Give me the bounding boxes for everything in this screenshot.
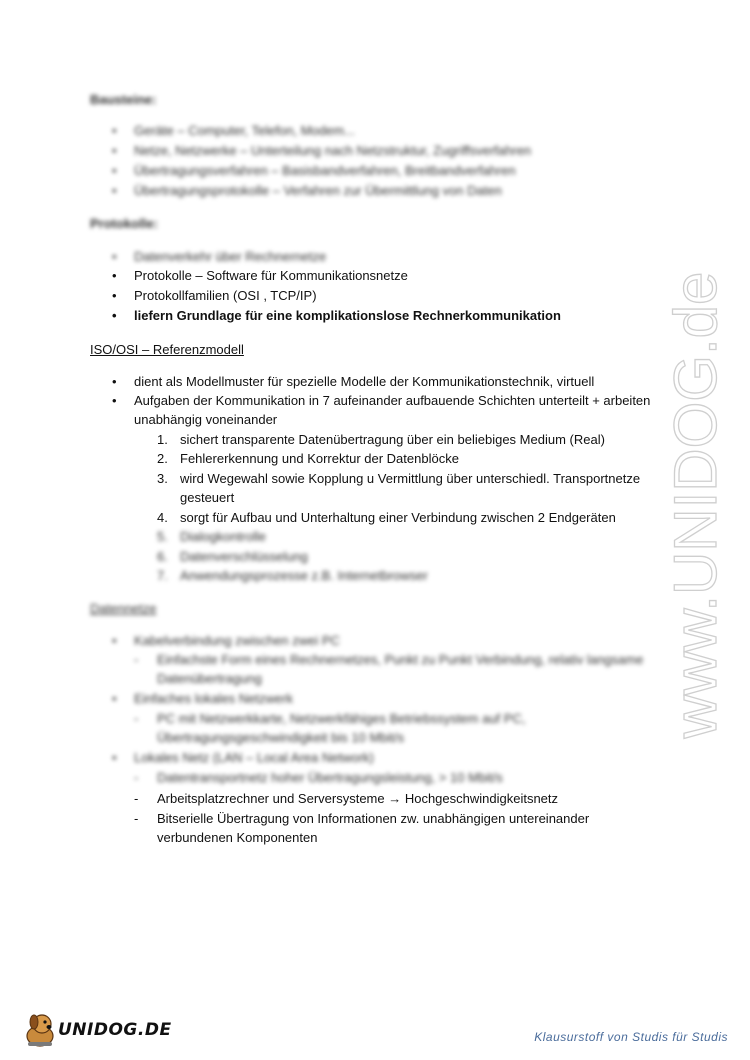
list-item: • Netze, Netzwerke – Unterteilung nach Netzstruktur, Zugriffsverfahren (134, 142, 531, 160)
layer-number: 2. (157, 451, 168, 466)
sub-item-continuation: verbundenen Komponenten (157, 830, 318, 845)
section-heading-iso-osi: ISO/OSI – Referenzmodell (90, 342, 244, 357)
layer-number: 7. (157, 568, 168, 583)
list-item: • Lokales Netz (LAN – Local Area Network) (134, 749, 374, 767)
layer-number: 5. (157, 529, 168, 544)
layer-text-continuation: gesteuert (180, 490, 235, 505)
list-item: • Geräte – Computer, Telefon, Modem... (134, 122, 355, 140)
list-item: • Übertragungsprotokolle – Verfahren zur Übermittlung von Daten (134, 182, 502, 200)
layer-text: sichert transparente Datenübertragung über ein beliebiges Medium (Real) (180, 432, 605, 447)
section-heading-datennetze: Datennetze (90, 601, 157, 616)
sub-item: Datentransportnetz hoher Übertragungsleistung, > 10 Mbit/s (157, 770, 503, 785)
layer-number: 3. (157, 471, 168, 486)
list-item: • Einfaches lokales Netzwerk (134, 690, 293, 708)
sub-item-continuation: Übertragungsgeschwindigkeit bis 10 Mbit/s (157, 730, 405, 745)
logo-text: UNIDOG.DE (58, 1020, 172, 1040)
sub-item: Bitserielle Übertragung von Informationen zw. unabhängigen untereinander (157, 811, 590, 826)
dash-marker: - (134, 711, 139, 726)
section-heading-protokolle: Protokolle: (90, 216, 158, 231)
sub-item: PC mit Netzwerkkarte, Netzwerkfähiges Betriebssystem auf PC, (157, 711, 526, 726)
dash-marker: - (134, 811, 139, 826)
layer-text: Fehlererkennung und Korrektur der Datenblöcke (180, 451, 459, 466)
sub-item-continuation: Datenübertragung (157, 671, 262, 686)
sub-item: Arbeitsplatzrechner und Serversysteme → Hochgeschwindigkeitsnetz (157, 791, 559, 806)
layer-text: Dialogkontrolle (180, 529, 266, 544)
dash-marker: - (134, 652, 139, 667)
list-item: • liefern Grundlage für eine komplikationslose Rechnerkommunikation (134, 307, 561, 325)
sub-item: Einfachste Form eines Rechnernetzes, Punkt zu Punkt Verbindung, relativ langsame (157, 652, 644, 667)
watermark-text: www.UNIDOG.de (661, 271, 729, 739)
layer-number: 4. (157, 510, 168, 525)
list-item: • Übertragungsverfahren – Basisbandverfahren, Breitbandverfahren (134, 162, 516, 180)
list-item: • Datenverkehr über Rechnernetze (134, 248, 326, 266)
list-item: • Protokolle – Software für Kommunikationsnetze (134, 267, 408, 285)
dash-marker: - (134, 770, 139, 785)
section-heading-bausteine: Bausteine: (90, 92, 157, 107)
dash-marker: - (134, 791, 139, 806)
layer-number: 6. (157, 549, 168, 564)
list-item: • dient als Modellmuster für spezielle Modelle der Kommunikationstechnik, virtuell (134, 373, 594, 391)
dog-mascot-icon (20, 1010, 60, 1050)
list-item: • Kabelverbindung zwischen zwei PC (134, 632, 340, 650)
layer-text: Datenverschlüsselung (180, 549, 308, 564)
list-item-continuation: unabhängig voneinander (134, 412, 278, 427)
list-item: • Protokollfamilien (OSI , TCP/IP) (134, 287, 317, 305)
list-item: • Aufgaben der Kommunikation in 7 aufeinander aufbauende Schichten unterteilt + arbeiten (134, 392, 650, 410)
watermark (640, 270, 750, 740)
layer-text: sorgt für Aufbau und Unterhaltung einer Verbindung zwischen 2 Endgeräten (180, 510, 616, 525)
footer-tagline: Klausurstoff von Studis für Studis (534, 1030, 728, 1044)
layer-number: 1. (157, 432, 168, 447)
layer-text: Anwendungsprozesse z.B. Internetbrowser (180, 568, 428, 583)
layer-text: wird Wegewahl sowie Kopplung u Vermittlung über unterschiedl. Transportnetze (180, 471, 641, 486)
